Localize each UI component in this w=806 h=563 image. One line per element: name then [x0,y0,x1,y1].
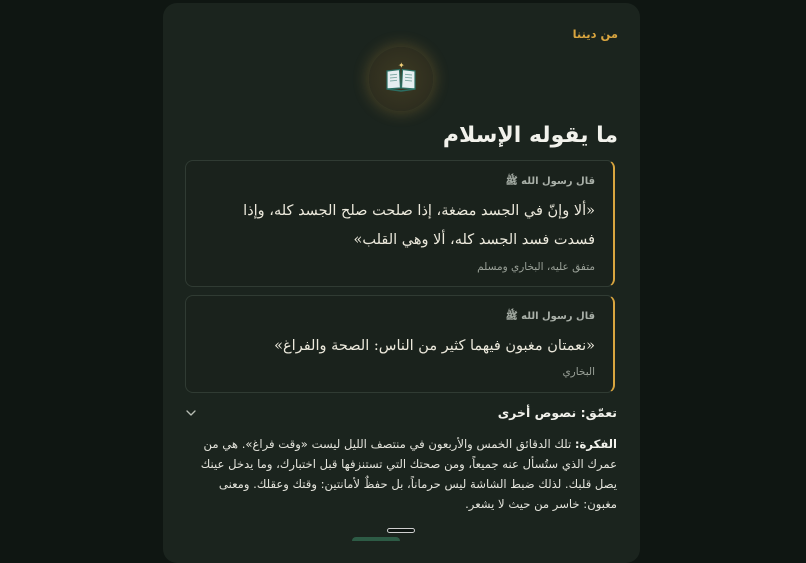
section-label: من ديننا [572,27,618,41]
deep-dive-toggle[interactable] [185,401,617,425]
hadith-quote-card [185,160,615,287]
quote-text: «ألا وإنّ في الجسد مضغة، إذا صلحت صلح الجسد كله، وإذا فسدت فسد الجسد كله، ألا وهي القلب» [243,203,595,248]
hero-icon-badge [369,47,433,111]
hadith-quote-card [185,295,615,393]
idea-label: الفكرة: [574,437,617,451]
idea-paragraph [185,434,617,514]
content-card [163,3,640,563]
quote-intro: قال رسول الله ﷺ [505,176,595,187]
quote-source: البخاري [562,366,595,378]
quote-intro: قال رسول الله ﷺ [505,311,595,322]
quote-text: «نعمتان مغبون فيهما كثير من الناس: الصحة والفراغ» [274,338,595,354]
home-indicator[interactable] [387,528,415,533]
quote-source: متفق عليه، البخاري ومسلم [477,261,595,273]
next-button-edge[interactable] [352,537,400,541]
chevron-down-icon[interactable] [185,407,197,419]
sparkle-icon: ✦ [398,61,405,70]
idea-text: تلك الدقائق الخمس والأربعون في منتصف الليل ليست «وقت فراغ». هي من عمرك الذي ستُسأل عنه جميعاً، ومن صحتك التي تستنزفها قبل اختبارك، وما يدخل عينك يصل قلبك. لذلك ضبط الشاشة ليس حرماناً، بل حفظٌ لأمانتين: وقتك وعقلك. ومعنى مغبون: خاسر من حيث لا يشعر. [200,437,617,511]
deep-dive-label: تعمّق: نصوص أخرى [497,405,617,420]
page-title: ما يقوله الإسلام [442,123,618,148]
